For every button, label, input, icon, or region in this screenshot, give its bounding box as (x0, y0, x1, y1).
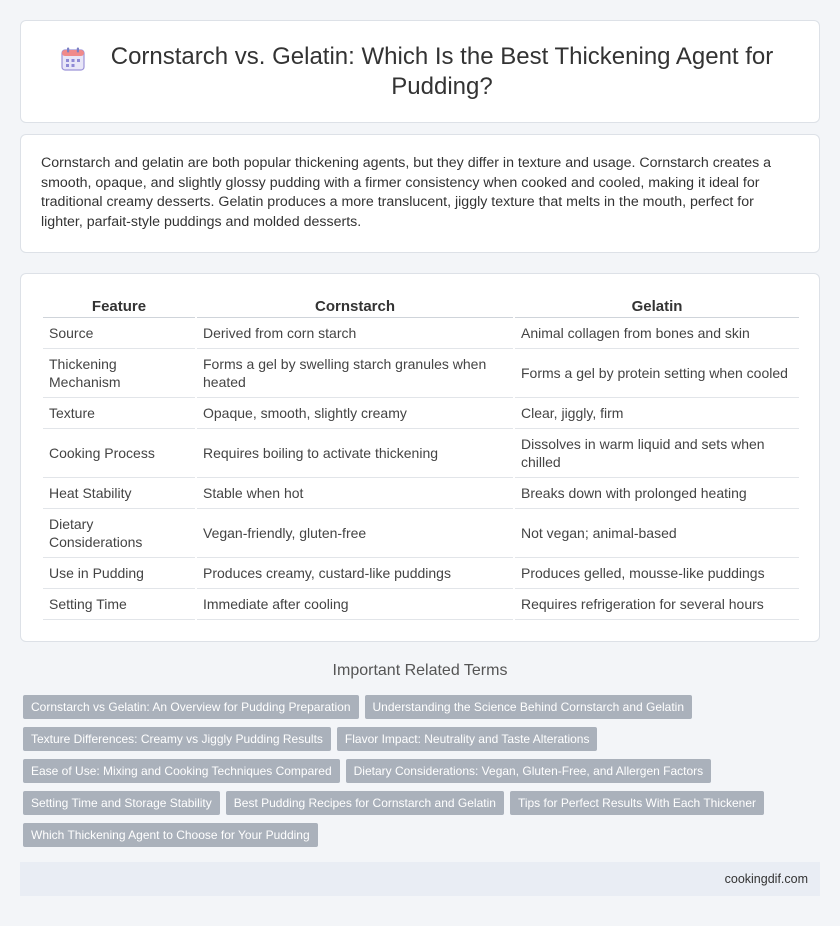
related-tag[interactable]: Flavor Impact: Neutrality and Taste Alterations (337, 727, 598, 751)
gelatin-cell: Produces gelled, mousse-like puddings (515, 558, 799, 589)
feature-cell: Texture (43, 398, 195, 429)
cornstarch-cell: Derived from corn starch (197, 318, 513, 349)
related-tag[interactable]: Setting Time and Storage Stability (23, 791, 220, 815)
related-tag[interactable]: Ease of Use: Mixing and Cooking Techniques Compared (23, 759, 340, 783)
intro-text: Cornstarch and gelatin are both popular thickening agents, but they differ in texture and usage. Cornstarch creates a smooth, opaque, and slightly glossy pudding with a firmer consistency when cooked and cooled, making it ideal for traditional creamy desserts. Gelatin produces a more translucent, jiggly texture that melts in the mouth, perfect for lighter, parfait-style puddings and molded desserts. (41, 155, 772, 230)
feature-cell: Thickening Mechanism (43, 349, 195, 398)
cornstarch-cell: Opaque, smooth, slightly creamy (197, 398, 513, 429)
feature-cell: Heat Stability (43, 478, 195, 509)
table-row (43, 478, 799, 509)
cornstarch-cell: Requires boiling to activate thickening (197, 429, 513, 478)
header-gelatin: Gelatin (515, 294, 799, 318)
table-row (43, 429, 799, 478)
footer (20, 862, 820, 896)
footer-site-link[interactable]: cookingdif.com (724, 872, 808, 886)
table-row (43, 398, 799, 429)
comparison-table (41, 294, 801, 620)
related-tags (23, 695, 813, 855)
title-card (20, 20, 820, 123)
gelatin-cell: Clear, jiggly, firm (515, 398, 799, 429)
related-tag[interactable]: Best Pudding Recipes for Cornstarch and Gelatin (226, 791, 504, 815)
related-tag[interactable]: Which Thickening Agent to Choose for Your Pudding (23, 823, 318, 847)
gelatin-cell: Animal collagen from bones and skin (515, 318, 799, 349)
table-row (43, 349, 799, 398)
cornstarch-cell: Vegan-friendly, gluten-free (197, 509, 513, 558)
related-tag[interactable]: Texture Differences: Creamy vs Jiggly Pudding Results (23, 727, 331, 751)
gelatin-cell: Requires refrigeration for several hours (515, 589, 799, 620)
feature-cell: Use in Pudding (43, 558, 195, 589)
cornstarch-cell: Produces creamy, custard-like puddings (197, 558, 513, 589)
related-tag[interactable]: Dietary Considerations: Vegan, Gluten-Free, and Allergen Factors (346, 759, 712, 783)
intro-card (20, 134, 820, 253)
related-tag[interactable]: Tips for Perfect Results With Each Thickener (510, 791, 764, 815)
related-tag[interactable]: Cornstarch vs Gelatin: An Overview for Pudding Preparation (23, 695, 359, 719)
header-feature: Feature (43, 294, 195, 318)
table-row (43, 589, 799, 620)
gelatin-cell: Dissolves in warm liquid and sets when chilled (515, 429, 799, 478)
cornstarch-cell: Stable when hot (197, 478, 513, 509)
related-tag[interactable]: Understanding the Science Behind Cornstarch and Gelatin (365, 695, 693, 719)
gelatin-cell: Forms a gel by protein setting when cooled (515, 349, 799, 398)
calendar-icon (60, 46, 86, 72)
feature-cell: Cooking Process (43, 429, 195, 478)
feature-cell: Source (43, 318, 195, 349)
cornstarch-cell: Immediate after cooling (197, 589, 513, 620)
table-row (43, 509, 799, 558)
feature-cell: Setting Time (43, 589, 195, 620)
page-title: Cornstarch vs. Gelatin: Which Is the Best Thickening Agent for Pudding? (110, 42, 774, 100)
comparison-table-card (20, 273, 820, 642)
cornstarch-cell: Forms a gel by swelling starch granules when heated (197, 349, 513, 398)
table-header-row (43, 294, 799, 318)
related-terms-heading: Important Related Terms (332, 662, 508, 679)
table-row (43, 558, 799, 589)
feature-cell: Dietary Considerations (43, 509, 195, 558)
gelatin-cell: Not vegan; animal-based (515, 509, 799, 558)
header-cornstarch: Cornstarch (197, 294, 513, 318)
gelatin-cell: Breaks down with prolonged heating (515, 478, 799, 509)
title-wrap (60, 42, 780, 102)
table-row (43, 318, 799, 349)
